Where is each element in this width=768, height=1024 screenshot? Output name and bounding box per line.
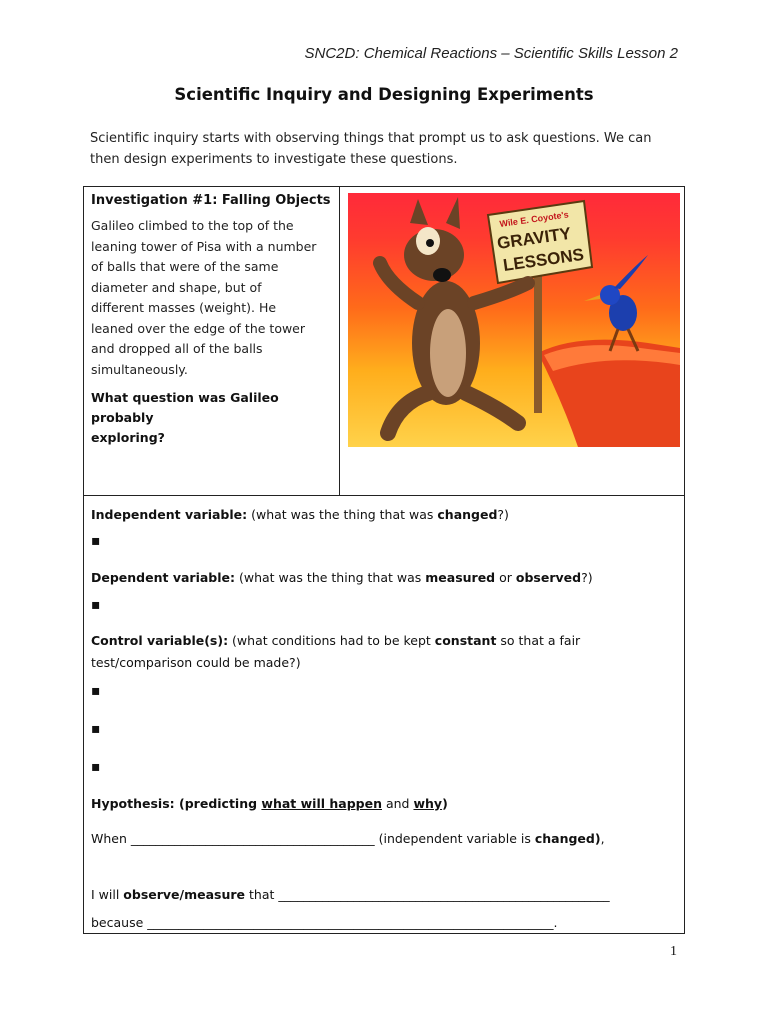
sign-line-2: GRAVITY <box>495 223 573 253</box>
investigation-text <box>91 216 333 380</box>
control-variable-prompt: Control variable(s): (what conditions had to be kept constant so that a fair <box>91 633 581 648</box>
page-number: 1 <box>670 944 677 959</box>
sign-line-3: LESSONS <box>501 244 586 275</box>
text-line: leaned over the edge of the tower <box>91 320 306 336</box>
page-title: Scientific Inquiry and Designing Experiments <box>174 85 594 104</box>
bullet-point: ▪ <box>91 721 101 737</box>
text-line: of balls that were of the same <box>91 259 279 274</box>
bullet-point: ▪ <box>91 683 101 699</box>
cartoon-illustration <box>348 193 680 447</box>
text-line: simultaneously. <box>91 361 188 377</box>
intro-paragraph <box>90 128 670 170</box>
bullet-point: ▪ <box>91 759 101 775</box>
investigation-cell <box>84 187 340 495</box>
dependent-variable-prompt: Dependent variable: (what was the thing that was measured or observed?) <box>91 570 593 585</box>
bullet-point: ▪ <box>91 533 101 549</box>
blank-line[interactable]: _________________________________________________________________ <box>147 915 554 930</box>
investigation-row <box>84 187 684 496</box>
hypothesis-because-line: because _________________________________________________________________. <box>91 915 558 930</box>
page-header: SNC2D: Chemical Reactions – Scientific Skills Lesson 2 <box>304 45 678 62</box>
control-variable-prompt-line2: test/comparison could be made?) <box>91 655 301 670</box>
intro-line: Scientific inquiry starts with observing things that prompt us to ask questions. We can <box>90 131 652 146</box>
bullet-point: ▪ <box>91 597 101 613</box>
text-line: and dropped all of the balls <box>91 341 263 356</box>
text-line: Galileo climbed to the top of the <box>91 218 294 233</box>
hypothesis-heading: Hypothesis: (predicting what will happen and why) <box>91 796 448 811</box>
investigation-question <box>91 388 333 448</box>
question-line: exploring? <box>91 430 165 445</box>
investigation-title: Investigation #1: Falling Objects <box>91 193 331 208</box>
independent-variable-prompt: Independent variable: (what was the thing that was changed?) <box>91 507 509 522</box>
image-cell <box>340 187 684 495</box>
text-line: different masses (weight). He <box>91 300 277 315</box>
blank-line[interactable]: _____________________________________________________ <box>278 887 610 902</box>
question-line: What question was Galileo probably <box>91 390 279 425</box>
intro-line: then design experiments to investigate these questions. <box>90 152 458 167</box>
text-line: diameter and shape, but of <box>91 279 262 295</box>
sign-line-1: Wile E. Coyote's <box>498 209 570 229</box>
gravity-lessons-cartoon <box>348 193 680 447</box>
blank-line[interactable]: _______________________________________ <box>130 831 375 846</box>
worksheet-table <box>83 186 685 934</box>
hypothesis-when-line: When _______________________________________ (independent variable is changed), <box>91 831 605 846</box>
text-line: leaning tower of Pisa with a number <box>91 238 317 254</box>
hypothesis-observe-line: I will observe/measure that _____________________________________________________ <box>91 887 610 902</box>
